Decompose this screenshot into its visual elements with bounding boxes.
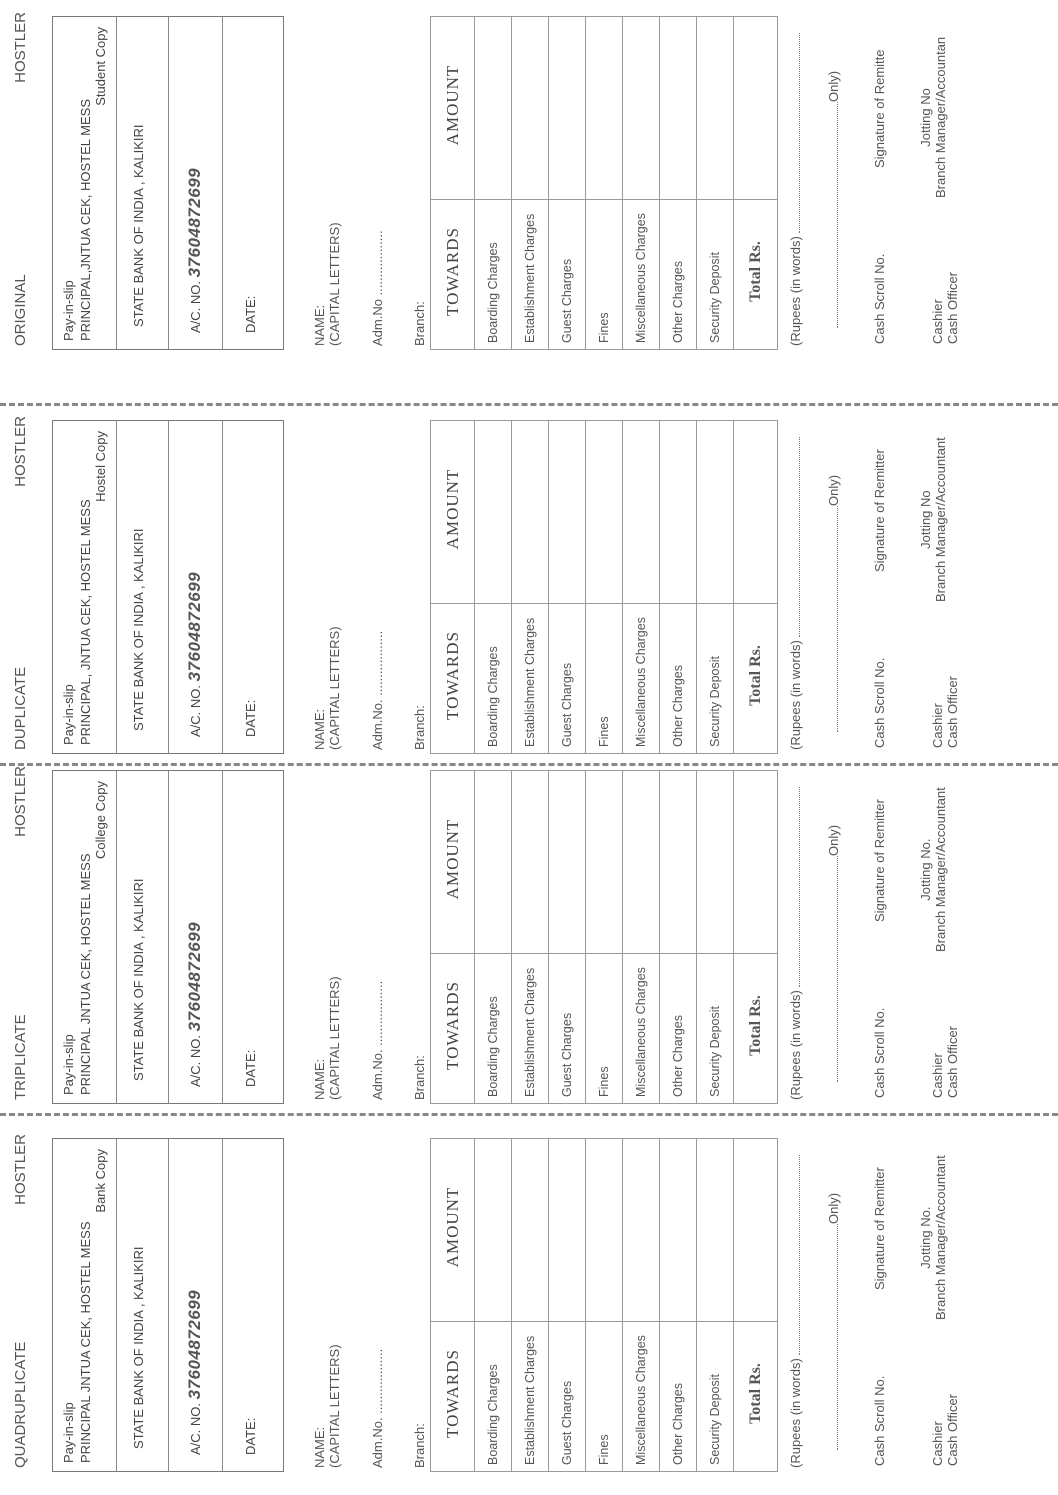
amount-cell[interactable] (660, 771, 697, 954)
table-row (549, 421, 586, 754)
cash-scroll-label: Cash Scroll No. (872, 1375, 887, 1466)
cashier-block (930, 1394, 960, 1466)
slip-original (0, 0, 1058, 358)
capital-letters-label: (CAPITAL LETTERS) (327, 222, 342, 346)
rupees-in-words[interactable] (788, 33, 803, 346)
table-row (660, 17, 697, 350)
slip-duplicate (0, 412, 1058, 762)
slip-body (0, 0, 1058, 358)
branch-field[interactable]: Branch: (412, 705, 427, 750)
name-field[interactable] (312, 1344, 342, 1468)
charge-label: Boarding Charges (475, 954, 512, 1104)
cash-officer-label: Cash Officer (945, 271, 960, 344)
charge-label: Other Charges (660, 604, 697, 754)
charge-label: Security Deposit (697, 1322, 734, 1472)
date-row[interactable] (223, 1139, 281, 1471)
copy-label: TRIPLICATE (12, 1014, 29, 1100)
table-row (549, 17, 586, 350)
cashier-label: Cashier (930, 703, 945, 748)
adm-no-field[interactable]: Adm.No .................. (370, 230, 385, 346)
total-label: Total Rs. (734, 1322, 778, 1472)
charge-label: Security Deposit (697, 604, 734, 754)
slip-body (0, 404, 1058, 762)
amount-cell[interactable] (549, 17, 586, 200)
branch-field[interactable]: Branch: (412, 1055, 427, 1100)
amount-cell[interactable] (697, 421, 734, 604)
principal-label: PRINCIPAL, JNTUA CEK, HOSTEL MESS (78, 499, 93, 745)
rupees-in-words[interactable] (788, 1155, 803, 1468)
jotting-label: Jotting No. (918, 1206, 933, 1269)
table-row (512, 421, 549, 754)
amount-cell[interactable] (475, 1139, 512, 1322)
principal-row (53, 1139, 117, 1471)
rupees-label: (Rupees (in words) (788, 236, 803, 346)
charge-label: Fines (586, 1322, 623, 1472)
copy-label: DUPLICATE (12, 666, 29, 750)
total-row (734, 17, 778, 350)
account-row (169, 1139, 223, 1471)
table-row (586, 771, 623, 1104)
branch-field[interactable]: Branch: (412, 1423, 427, 1468)
account-box (52, 420, 284, 754)
amount-cell[interactable] (586, 421, 623, 604)
cashier-label: Cashier (930, 1421, 945, 1466)
charge-label: Boarding Charges (475, 604, 512, 754)
slip-header (12, 1122, 38, 1480)
charge-label: Miscellaneous Charges (623, 200, 660, 350)
bank-name: STATE BANK OF INDIA , KALIKIRI (131, 124, 146, 327)
name-label: NAME: (312, 304, 327, 346)
table-row (623, 771, 660, 1104)
total-amount-cell[interactable] (734, 17, 778, 200)
principal-label: PRINCIPAL JNTUA CEK, HOSTEL MESS (78, 1221, 93, 1463)
charges-table (430, 420, 778, 754)
copy-type-label: Student Copy (93, 27, 108, 106)
ac-label: A/C. NO. (188, 1402, 203, 1455)
table-row (660, 771, 697, 1104)
capital-letters-label: (CAPITAL LETTERS) (327, 626, 342, 750)
principal-row (53, 421, 117, 753)
branch-manager-label: Branch Manager/Accountant (933, 787, 948, 952)
name-field[interactable] (312, 626, 342, 750)
amount-header: AMOUNT (431, 1139, 475, 1322)
table-row (623, 1139, 660, 1472)
hostler-label: HOSTLER (12, 12, 29, 83)
only-line[interactable] (826, 432, 841, 732)
date-label: DATE: (243, 699, 258, 737)
hostler-label: HOSTLER (12, 766, 29, 837)
charge-label: Security Deposit (697, 954, 734, 1104)
bank-row (117, 771, 169, 1103)
cash-officer-label: Cash Officer (945, 1025, 960, 1098)
total-amount-cell[interactable] (734, 1139, 778, 1322)
charge-label: Fines (586, 604, 623, 754)
hostler-label: HOSTLER (12, 416, 29, 487)
only-line[interactable] (826, 1150, 841, 1450)
charge-label: Guest Charges (549, 200, 586, 350)
charges-table (430, 1138, 778, 1472)
table-row (586, 17, 623, 350)
jotting-block (918, 437, 948, 602)
amount-cell[interactable] (697, 1139, 734, 1322)
amount-cell[interactable] (660, 17, 697, 200)
capital-letters-label: (CAPITAL LETTERS) (327, 976, 342, 1100)
jotting-label: Jotting No. (918, 838, 933, 901)
total-amount-cell[interactable] (734, 771, 778, 954)
amount-cell[interactable] (512, 421, 549, 604)
table-row (475, 421, 512, 754)
branch-manager-label: Branch Manager/Accountant (933, 1155, 948, 1320)
charge-label: Establishment Charges (512, 200, 549, 350)
principal-label: PRINCIPAL,JNTUA CEK, HOSTEL MESS (78, 99, 93, 341)
table-row (586, 421, 623, 754)
total-row (734, 771, 778, 1104)
charge-label: Guest Charges (549, 954, 586, 1104)
signature-label: Signature of Remitter (872, 799, 887, 922)
charge-label: Fines (586, 200, 623, 350)
jotting-block (918, 787, 948, 952)
copy-label: ORIGINAL (12, 274, 29, 346)
charge-label: Other Charges (660, 954, 697, 1104)
amount-cell[interactable] (549, 1139, 586, 1322)
amount-cell[interactable] (586, 771, 623, 954)
amount-cell[interactable] (623, 17, 660, 200)
charge-label: Other Charges (660, 1322, 697, 1472)
towards-header: TOWARDS (431, 604, 475, 754)
charge-label: Establishment Charges (512, 1322, 549, 1472)
amount-cell[interactable] (697, 771, 734, 954)
charge-label: Miscellaneous Charges (623, 954, 660, 1104)
date-label: DATE: (243, 1049, 258, 1087)
name-field[interactable] (312, 976, 342, 1100)
amount-header: AMOUNT (431, 421, 475, 604)
charge-label: Miscellaneous Charges (623, 604, 660, 754)
date-row[interactable] (223, 771, 281, 1103)
table-row (512, 771, 549, 1104)
adm-no-field[interactable]: Adm.No. .................. (370, 630, 385, 750)
table-row (623, 421, 660, 754)
principal-label: PRINCIPAL JNTUA CEK, HOSTEL MESS (78, 853, 93, 1095)
signature-label: Signature of Remitter (872, 449, 887, 572)
total-amount-cell[interactable] (734, 421, 778, 604)
name-field[interactable] (312, 222, 342, 346)
signature-label: Signature of Remitte (872, 49, 887, 168)
amount-cell[interactable] (549, 771, 586, 954)
slip-triplicate (0, 766, 1058, 1112)
only-label: Only) (826, 1192, 841, 1224)
name-label: NAME: (312, 708, 327, 750)
only-line[interactable] (826, 28, 841, 328)
amount-cell[interactable] (549, 421, 586, 604)
account-box (52, 770, 284, 1104)
towards-header: TOWARDS (431, 200, 475, 350)
amount-cell[interactable] (697, 17, 734, 200)
table-row (512, 1139, 549, 1472)
amount-header: AMOUNT (431, 771, 475, 954)
ac-number: 37604872699 (185, 921, 204, 1032)
table-row (586, 1139, 623, 1472)
name-label: NAME: (312, 1058, 327, 1100)
principal-row (53, 17, 117, 349)
table-row (475, 771, 512, 1104)
branch-field[interactable]: Branch: (412, 301, 427, 346)
ac-label: A/C. NO. (188, 684, 203, 737)
table-row (697, 421, 734, 754)
amount-cell[interactable] (660, 421, 697, 604)
ac-number: 37604872699 (185, 1289, 204, 1400)
rupees-in-words[interactable] (788, 437, 803, 750)
only-line[interactable] (826, 782, 841, 1082)
rupees-label: (Rupees (in words) (788, 640, 803, 750)
copy-type-label: Bank Copy (93, 1149, 108, 1213)
bank-row (117, 17, 169, 349)
cashier-block (930, 676, 960, 748)
amount-cell[interactable] (623, 771, 660, 954)
only-label: Only) (826, 824, 841, 856)
bank-name: STATE BANK OF INDIA , KALIKIRI (131, 528, 146, 731)
table-row (475, 1139, 512, 1472)
charge-label: Other Charges (660, 200, 697, 350)
charge-label: Boarding Charges (475, 1322, 512, 1472)
account-row (169, 17, 223, 349)
cash-scroll-label: Cash Scroll No. (872, 657, 887, 748)
account-row (169, 771, 223, 1103)
pay-in-slip-label: Pay-in-slip (61, 1402, 76, 1463)
copy-type-label: Hostel Copy (93, 431, 108, 502)
name-label: NAME: (312, 1426, 327, 1468)
rupees-label: (Rupees (in words) (788, 1358, 803, 1468)
principal-row (53, 771, 117, 1103)
account-row (169, 421, 223, 753)
only-label: Only) (826, 70, 841, 102)
table-row (549, 771, 586, 1104)
total-label: Total Rs. (734, 954, 778, 1104)
pay-in-slip-label: Pay-in-slip (61, 684, 76, 745)
bank-row (117, 421, 169, 753)
only-label: Only) (826, 474, 841, 506)
adm-no-field[interactable]: Adm.No. .................. (370, 1348, 385, 1468)
table-row (660, 1139, 697, 1472)
amount-cell[interactable] (475, 771, 512, 954)
slip-body (0, 754, 1058, 1112)
cash-officer-label: Cash Officer (945, 675, 960, 748)
jotting-block (918, 37, 948, 198)
slip-header (12, 404, 38, 762)
amount-cell[interactable] (475, 421, 512, 604)
total-label: Total Rs. (734, 604, 778, 754)
amount-cell[interactable] (623, 1139, 660, 1322)
table-row (623, 17, 660, 350)
adm-no-field[interactable]: Adm.No. .................. (370, 980, 385, 1100)
table-row (697, 771, 734, 1104)
amount-cell[interactable] (512, 17, 549, 200)
ac-label: A/C. NO. (188, 1034, 203, 1087)
bank-row (117, 1139, 169, 1471)
copy-type-label: College Copy (93, 781, 108, 860)
cashier-block (930, 272, 960, 344)
bank-name: STATE BANK OF INDIA , KALIKIRI (131, 1246, 146, 1449)
pay-in-slip-label: Pay-in-slip (61, 280, 76, 341)
rupees-in-words[interactable] (788, 787, 803, 1100)
charge-label: Establishment Charges (512, 954, 549, 1104)
capital-letters-label: (CAPITAL LETTERS) (327, 1344, 342, 1468)
cashier-block (930, 1026, 960, 1098)
ac-label: A/C. NO. (188, 280, 203, 333)
pay-in-slip-label: Pay-in-slip (61, 1034, 76, 1095)
towards-header: TOWARDS (431, 954, 475, 1104)
charge-label: Boarding Charges (475, 200, 512, 350)
table-row (475, 17, 512, 350)
perforation-line (0, 1113, 1058, 1116)
jotting-block (918, 1155, 948, 1320)
branch-manager-label: Branch Manager/Accountan (933, 36, 948, 198)
charge-label: Miscellaneous Charges (623, 1322, 660, 1472)
slip-quadruplicate (0, 1122, 1058, 1480)
total-row (734, 421, 778, 754)
hostler-label: HOSTLER (12, 1134, 29, 1205)
cash-scroll-label: Cash Scroll No. (872, 1007, 887, 1098)
charge-label: Fines (586, 954, 623, 1104)
amount-cell[interactable] (660, 1139, 697, 1322)
cash-scroll-label: Cash Scroll No. (872, 253, 887, 344)
date-row[interactable] (223, 421, 281, 753)
charge-label: Guest Charges (549, 1322, 586, 1472)
table-row (549, 1139, 586, 1472)
amount-cell[interactable] (512, 771, 549, 954)
charge-label: Guest Charges (549, 604, 586, 754)
amount-cell[interactable] (512, 1139, 549, 1322)
total-label: Total Rs. (734, 200, 778, 350)
cashier-label: Cashier (930, 1053, 945, 1098)
amount-cell[interactable] (586, 17, 623, 200)
amount-header: AMOUNT (431, 17, 475, 200)
account-box (52, 16, 284, 350)
slip-header (12, 0, 38, 358)
towards-header: TOWARDS (431, 1322, 475, 1472)
ac-number: 37604872699 (185, 167, 204, 278)
table-row (697, 1139, 734, 1472)
charges-table (430, 16, 778, 350)
jotting-label: Jotting No (918, 490, 933, 549)
account-box (52, 1138, 284, 1472)
total-row (734, 1139, 778, 1472)
amount-cell[interactable] (623, 421, 660, 604)
copy-label: QUADRUPLICATE (12, 1341, 29, 1468)
table-row (697, 17, 734, 350)
amount-cell[interactable] (586, 1139, 623, 1322)
charges-table (430, 770, 778, 1104)
amount-cell[interactable] (475, 17, 512, 200)
jotting-label: Jotting No (918, 88, 933, 147)
rupees-label: (Rupees (in words) (788, 990, 803, 1100)
cash-officer-label: Cash Officer (945, 1393, 960, 1466)
date-label: DATE: (243, 295, 258, 333)
bank-name: STATE BANK OF INDIA , KALIKIRI (131, 878, 146, 1081)
table-row (660, 421, 697, 754)
slip-header (12, 754, 38, 1112)
cashier-label: Cashier (930, 299, 945, 344)
table-row (512, 17, 549, 350)
date-row[interactable] (223, 17, 281, 349)
signature-label: Signature of Remitter (872, 1167, 887, 1290)
ac-number: 37604872699 (185, 571, 204, 682)
charge-label: Establishment Charges (512, 604, 549, 754)
slip-body (0, 1122, 1058, 1480)
charge-label: Security Deposit (697, 200, 734, 350)
branch-manager-label: Branch Manager/Accountant (933, 437, 948, 602)
date-label: DATE: (243, 1417, 258, 1455)
